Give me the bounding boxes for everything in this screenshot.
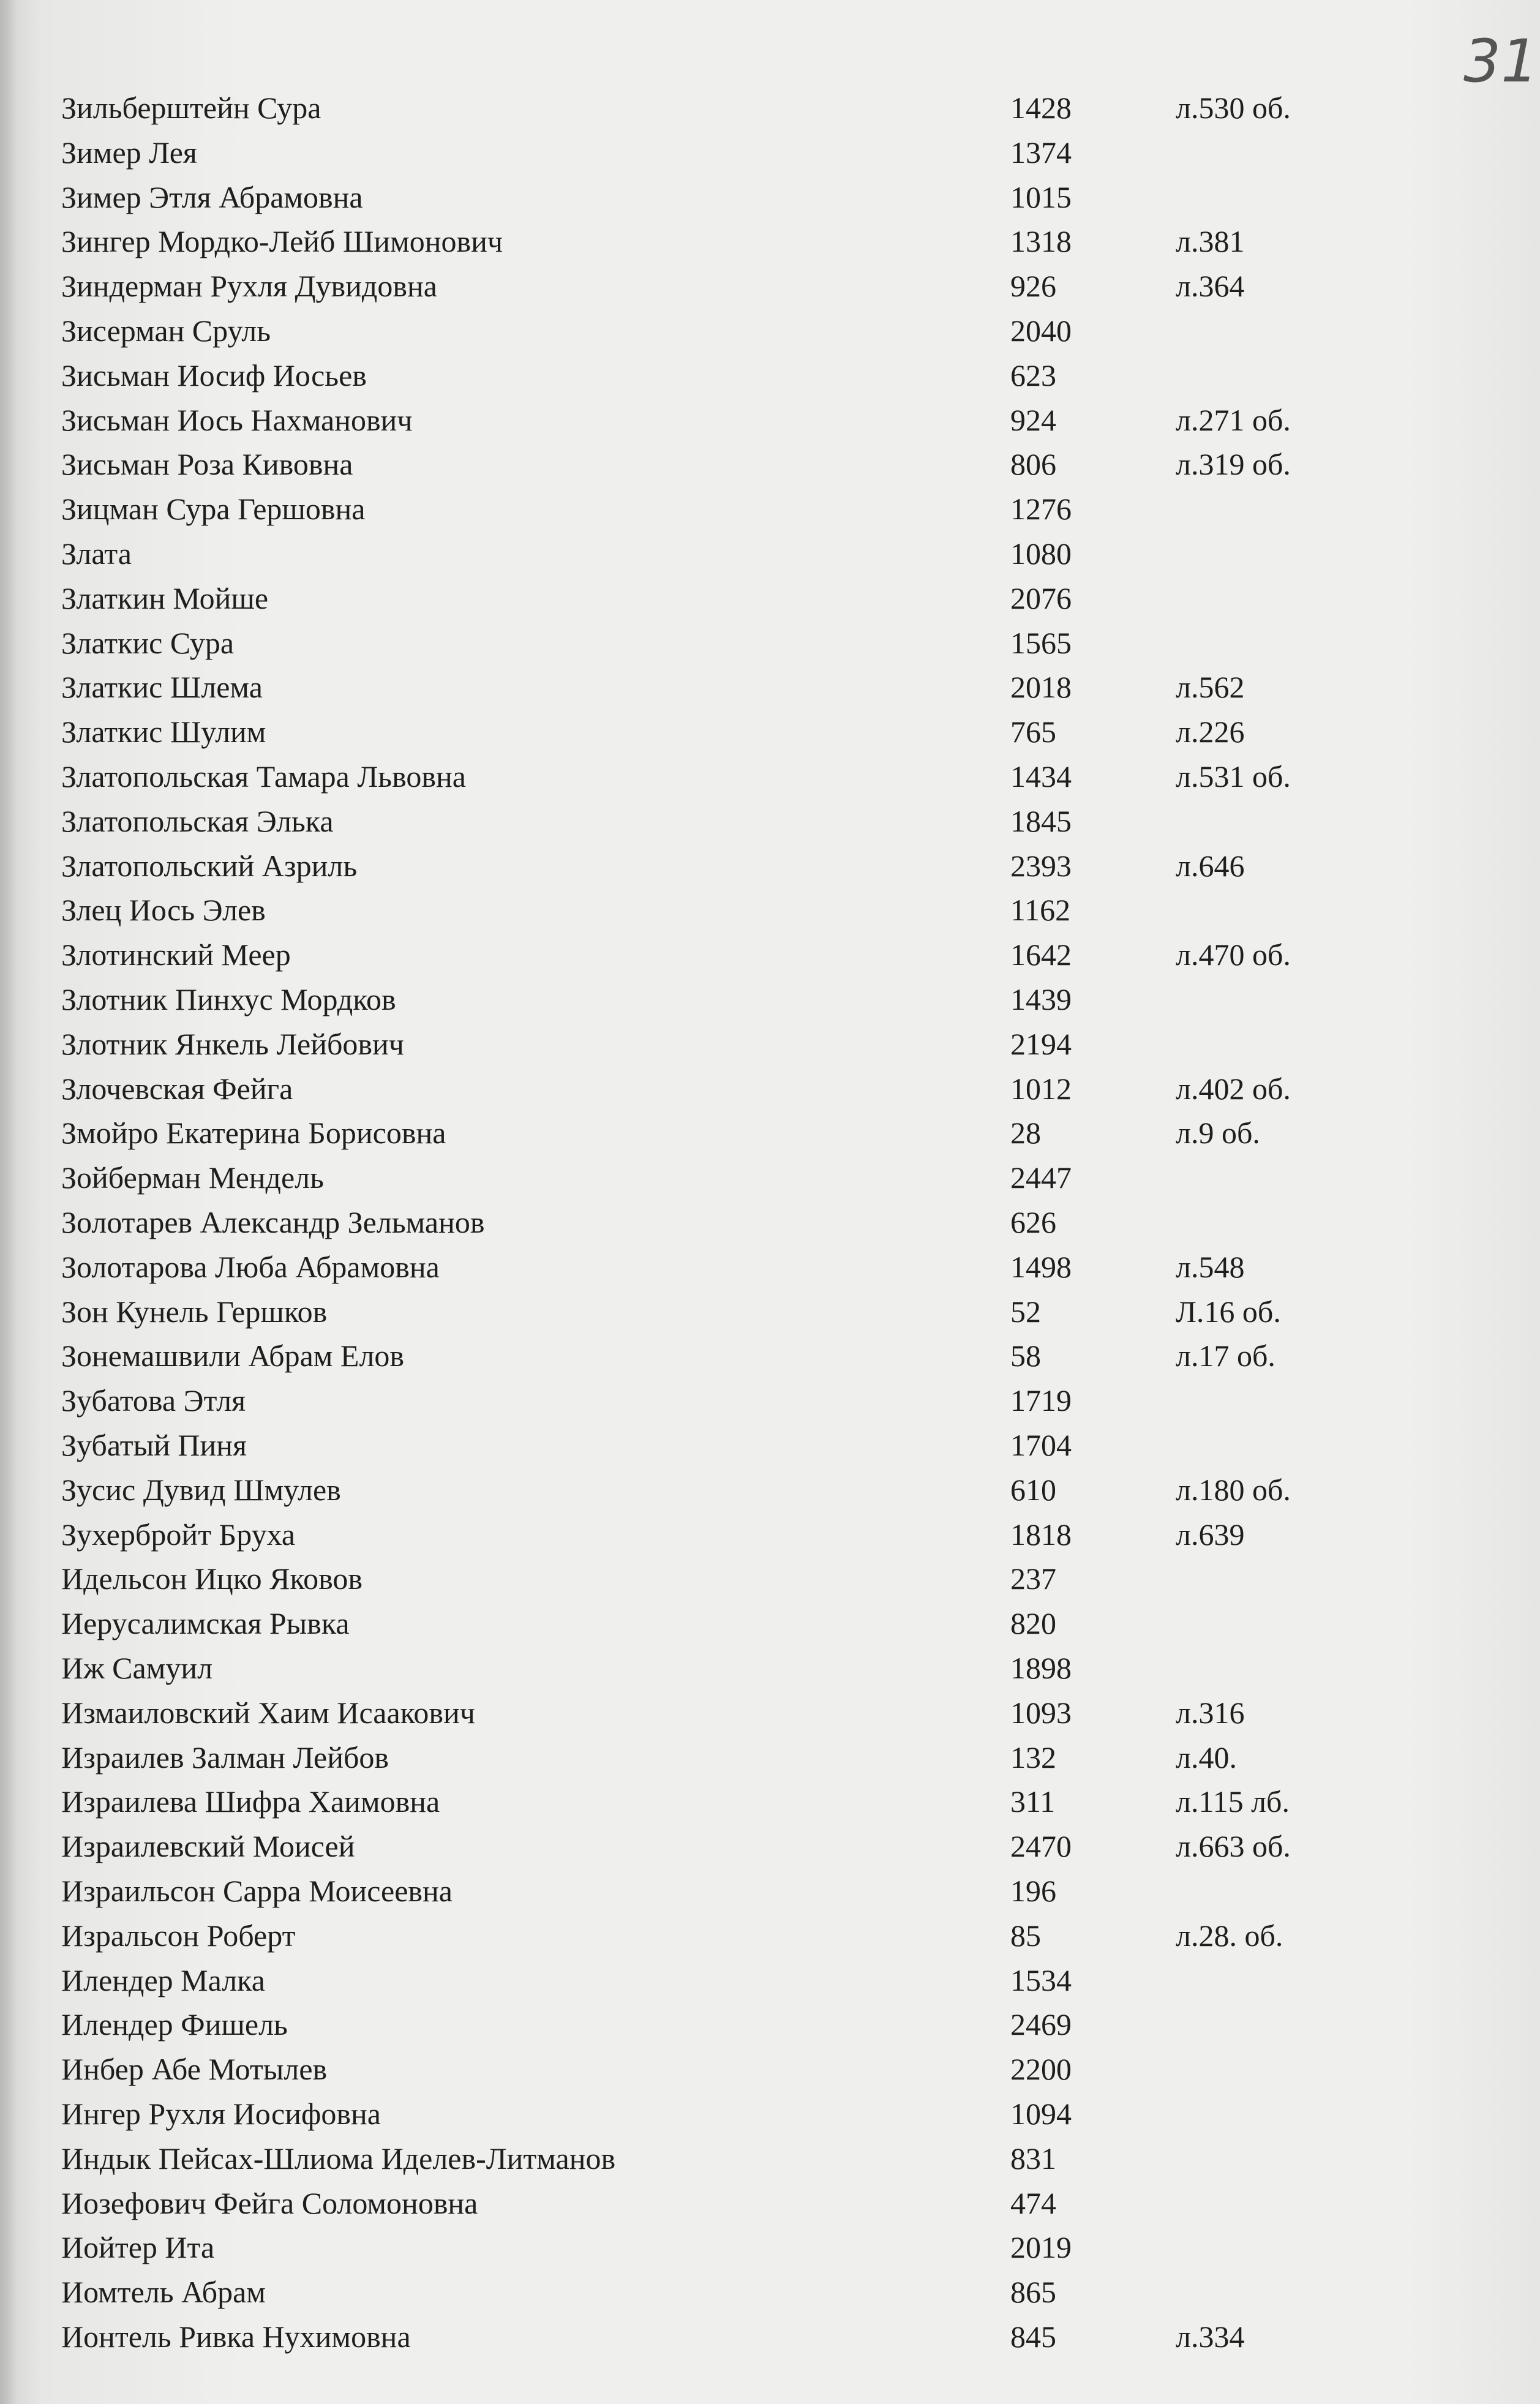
index-entry [0,1200,1540,1244]
entry-number: 1080 [1010,536,1072,571]
index-entry [0,532,1540,576]
index-entry [0,2181,1540,2225]
entry-ref [1176,487,1421,531]
entry-number: 626 [1010,1205,1056,1239]
entry-ref [1176,2136,1421,2181]
index-entry [0,1423,1540,1467]
entry-name: Иерусалимская Рывка [61,1606,350,1641]
index-entry [0,1646,1540,1690]
entry-name: Златопольская Элька [61,803,334,838]
index-entry [0,665,1540,709]
index-entry [0,2092,1540,2136]
entry-ref [1176,576,1421,620]
entry-name: Злочевская Фейга [61,1071,293,1106]
entry-number: 1428 [1010,91,1072,125]
entry-ref: л.470 об. [1176,937,1291,972]
index-entry [0,1779,1540,1824]
entry-number: 2200 [1010,2052,1072,2087]
entry-ref [1176,799,1421,843]
index-entry [0,487,1540,531]
index-entry [0,799,1540,843]
entry-number: 28 [1010,1116,1041,1151]
entry-number: 1439 [1010,982,1072,1016]
entry-name: Зиндерман Рухля Дувидовна [61,269,437,304]
entry-name: Златкис Шлема [61,670,263,705]
entry-ref: л.319 об. [1176,447,1291,482]
entry-number: 1642 [1010,937,1072,972]
entry-number: 926 [1010,269,1056,304]
entry-number: 52 [1010,1294,1041,1329]
index-entry [0,621,1540,665]
entry-number: 1565 [1010,625,1072,660]
index-entry [0,710,1540,754]
index-entry [0,309,1540,353]
entry-number: 1498 [1010,1249,1072,1284]
entry-number: 2076 [1010,580,1072,615]
entry-name: Змойро Екатерина Борисовна [61,1116,446,1151]
index-entry [0,219,1540,263]
entry-ref [1176,2270,1421,2314]
index-entry [0,933,1540,977]
entry-number: 474 [1010,2185,1056,2220]
index-entry [0,1557,1540,1601]
index-entry [0,264,1540,308]
index-entry [0,1958,1540,2002]
entry-name: Иж Самуил [61,1651,213,1685]
entry-number: 1434 [1010,759,1072,794]
entry-name: Иозефович Фейга Соломоновна [61,2185,478,2220]
entry-number: 2018 [1010,670,1072,705]
entry-ref [1176,1557,1421,1601]
entry-name: Зильберштейн Сура [61,91,321,125]
entry-name: Зимер Этля Абрамовна [61,179,363,214]
entry-ref [1176,1022,1421,1066]
entry-number: 2469 [1010,2007,1072,2042]
entry-number: 1276 [1010,492,1072,527]
entry-ref [1176,2002,1421,2046]
entry-name: Злата [61,536,132,571]
entry-name: Израилевский Моисей [61,1829,355,1864]
entry-number: 610 [1010,1472,1056,1507]
entry-ref: л.316 [1176,1695,1245,1730]
entry-ref [1176,130,1421,175]
entry-number: 1898 [1010,1651,1072,1685]
entry-ref [1176,175,1421,219]
entry-number: 2393 [1010,848,1072,883]
entry-number: 820 [1010,1606,1056,1641]
entry-ref [1176,2047,1421,2091]
entry-ref [1176,1155,1421,1200]
entry-name: Илендер Фишель [61,2007,288,2042]
entry-number: 311 [1010,1784,1056,1819]
index-entry [0,576,1540,620]
index-entry [0,130,1540,175]
entry-ref: л.381 [1176,224,1245,259]
entry-ref [1176,2181,1421,2225]
entry-ref [1176,888,1421,932]
entry-ref: л.180 об. [1176,1472,1291,1507]
entry-number: 2019 [1010,2230,1072,2265]
entry-number: 765 [1010,715,1056,749]
entry-ref [1176,2092,1421,2136]
entry-number: 623 [1010,358,1056,393]
index-entry [0,353,1540,397]
entry-name: Изральсон Роберт [61,1918,296,1953]
entry-name: Зисьман Иось Нахманович [61,402,413,437]
entry-ref [1176,1378,1421,1422]
index-entry [0,175,1540,219]
entry-number: 196 [1010,1874,1056,1908]
entry-name: Златкин Мойше [61,580,269,615]
entry-name: Зойберман Мендель [61,1160,324,1195]
entry-name: Ингер Рухля Иосифовна [61,2097,381,2131]
index-entry [0,398,1540,442]
index-entry [0,1601,1540,1645]
entry-number: 1318 [1010,224,1072,259]
entry-number: 1162 [1010,893,1071,928]
page-number: 31 [1463,27,1539,96]
entry-number: 1012 [1010,1071,1072,1106]
entry-number: 1093 [1010,1695,1072,1730]
entry-name: Зимер Лея [61,135,197,170]
entry-ref [1176,1869,1421,1913]
entry-ref: л.40. [1176,1740,1237,1775]
entry-name: Израилев Залман Лейбов [61,1740,389,1775]
index-entry [0,2315,1540,2359]
entry-ref: л.663 об. [1176,1829,1291,1864]
entry-ref [1176,309,1421,353]
entry-ref: л.226 [1176,715,1245,749]
entry-ref: л.402 об. [1176,1071,1291,1106]
entry-ref [1176,1958,1421,2002]
entry-name: Зон Кунель Гершков [61,1294,328,1329]
entry-ref: л.646 [1176,848,1245,883]
entry-name: Зисьман Иосиф Иосьев [61,358,367,393]
entry-name: Илендер Малка [61,1963,265,1997]
entry-number: 132 [1010,1740,1056,1775]
entry-name: Израилева Шифра Хаимовна [61,1784,440,1819]
entry-ref: Л.16 об. [1176,1294,1281,1329]
entry-ref [1176,2225,1421,2269]
entry-name: Иомтель Абрам [61,2275,266,2310]
entry-ref: л.9 об. [1176,1116,1260,1151]
entry-ref [1176,1423,1421,1467]
entry-number: 237 [1010,1561,1056,1596]
entry-ref [1176,353,1421,397]
index-entry [0,1334,1540,1378]
entry-name: Злец Иось Элев [61,893,266,928]
entry-name: Зисьман Роза Кивовна [61,447,353,482]
index-entry [0,1468,1540,1512]
entry-number: 58 [1010,1339,1041,1373]
entry-number: 2040 [1010,314,1072,348]
index-entry [0,442,1540,486]
index-entry [0,2136,1540,2181]
index-entry [0,2270,1540,2314]
entry-name: Зухербройт Бруха [61,1517,296,1552]
entry-ref: л.562 [1176,670,1245,705]
index-entry [0,1022,1540,1066]
entry-name: Златопольская Тамара Львовна [61,759,466,794]
index-entry [0,1914,1540,1958]
entry-number: 1818 [1010,1517,1072,1552]
entry-number: 1015 [1010,179,1072,214]
index-entry [0,1111,1540,1155]
index-entry [0,1691,1540,1735]
entry-number: 2447 [1010,1160,1072,1195]
entry-number: 2194 [1010,1026,1072,1061]
index-entry [0,1378,1540,1422]
entry-name: Златопольский Азриль [61,848,358,883]
entry-name: Зубатый Пиня [61,1428,247,1462]
index-entry [0,754,1540,798]
entry-ref: л.271 об. [1176,402,1291,437]
entry-name: Инбер Абе Мотылев [61,2052,328,2087]
index-entry [0,1067,1540,1111]
entry-ref [1176,1200,1421,1244]
index-entry [0,888,1540,932]
entry-name: Израильсон Сарра Моисеевна [61,1874,453,1908]
index-entry [0,1245,1540,1289]
entry-name: Злотник Янкель Лейбович [61,1026,404,1061]
entry-number: 1704 [1010,1428,1072,1462]
entry-ref [1176,1646,1421,1690]
entry-ref: л.28. об. [1176,1918,1283,1953]
entry-number: 845 [1010,2319,1056,2354]
entry-ref [1176,621,1421,665]
entry-name: Идельсон Ицко Яковов [61,1561,363,1596]
entry-number: 1719 [1010,1383,1072,1418]
entry-ref: л.115 лб. [1176,1784,1290,1819]
entry-ref: л.530 об. [1176,91,1291,125]
entry-name: Золотарев Александр Зельманов [61,1205,485,1239]
entry-ref: л.364 [1176,269,1245,304]
entry-name: Зингер Мордко-Лейб Шимонович [61,224,503,259]
entry-name: Златкис Сура [61,625,235,660]
entry-ref: л.334 [1176,2319,1245,2354]
entry-number: 85 [1010,1918,1041,1953]
entry-number: 1094 [1010,2097,1072,2131]
entry-name: Зусис Дувид Шмулев [61,1472,341,1507]
entry-ref: л.639 [1176,1517,1245,1552]
entry-ref: л.17 об. [1176,1339,1275,1373]
entry-name: Индык Пейсах-Шлиома Иделев-Литманов [61,2141,616,2176]
entry-ref: л.531 об. [1176,759,1291,794]
entry-name: Златкис Шулим [61,715,266,749]
entry-ref [1176,1601,1421,1645]
entry-name: Иойтер Ита [61,2230,215,2265]
entry-number: 924 [1010,402,1056,437]
entry-number: 1534 [1010,1963,1072,1997]
index-entry [0,2002,1540,2046]
entry-ref [1176,532,1421,576]
entry-number: 1374 [1010,135,1072,170]
entry-number: 831 [1010,2141,1056,2176]
entry-name: Зицман Сура Гершовна [61,492,366,527]
entry-name: Зисерман Сруль [61,314,271,348]
index-entry [0,2047,1540,2091]
index-entry [0,1290,1540,1334]
index-entry [0,977,1540,1021]
entry-number: 806 [1010,447,1056,482]
entry-name: Ионтель Ривка Нухимовна [61,2319,411,2354]
entry-name: Измаиловский Хаим Исаакович [61,1695,475,1730]
entry-ref: л.548 [1176,1249,1245,1284]
entry-name: Зубатова Этля [61,1383,246,1418]
index-entry [0,1735,1540,1779]
entry-name: Зонемашвили Абрам Елов [61,1339,405,1373]
index-entry [0,844,1540,888]
index-entry [0,1512,1540,1557]
entry-name: Золотарова Люба Абрамовна [61,1249,440,1284]
index-entry [0,1155,1540,1200]
entry-number: 865 [1010,2275,1056,2310]
entry-name: Злотинский Меер [61,937,291,972]
index-entry [0,1824,1540,1868]
entry-number: 2470 [1010,1829,1072,1864]
entry-name: Злотник Пинхус Мордков [61,982,396,1016]
entry-ref [1176,977,1421,1021]
index-entry [0,1869,1540,1913]
index-entry [0,86,1540,130]
entry-number: 1845 [1010,803,1072,838]
index-entry [0,2225,1540,2269]
